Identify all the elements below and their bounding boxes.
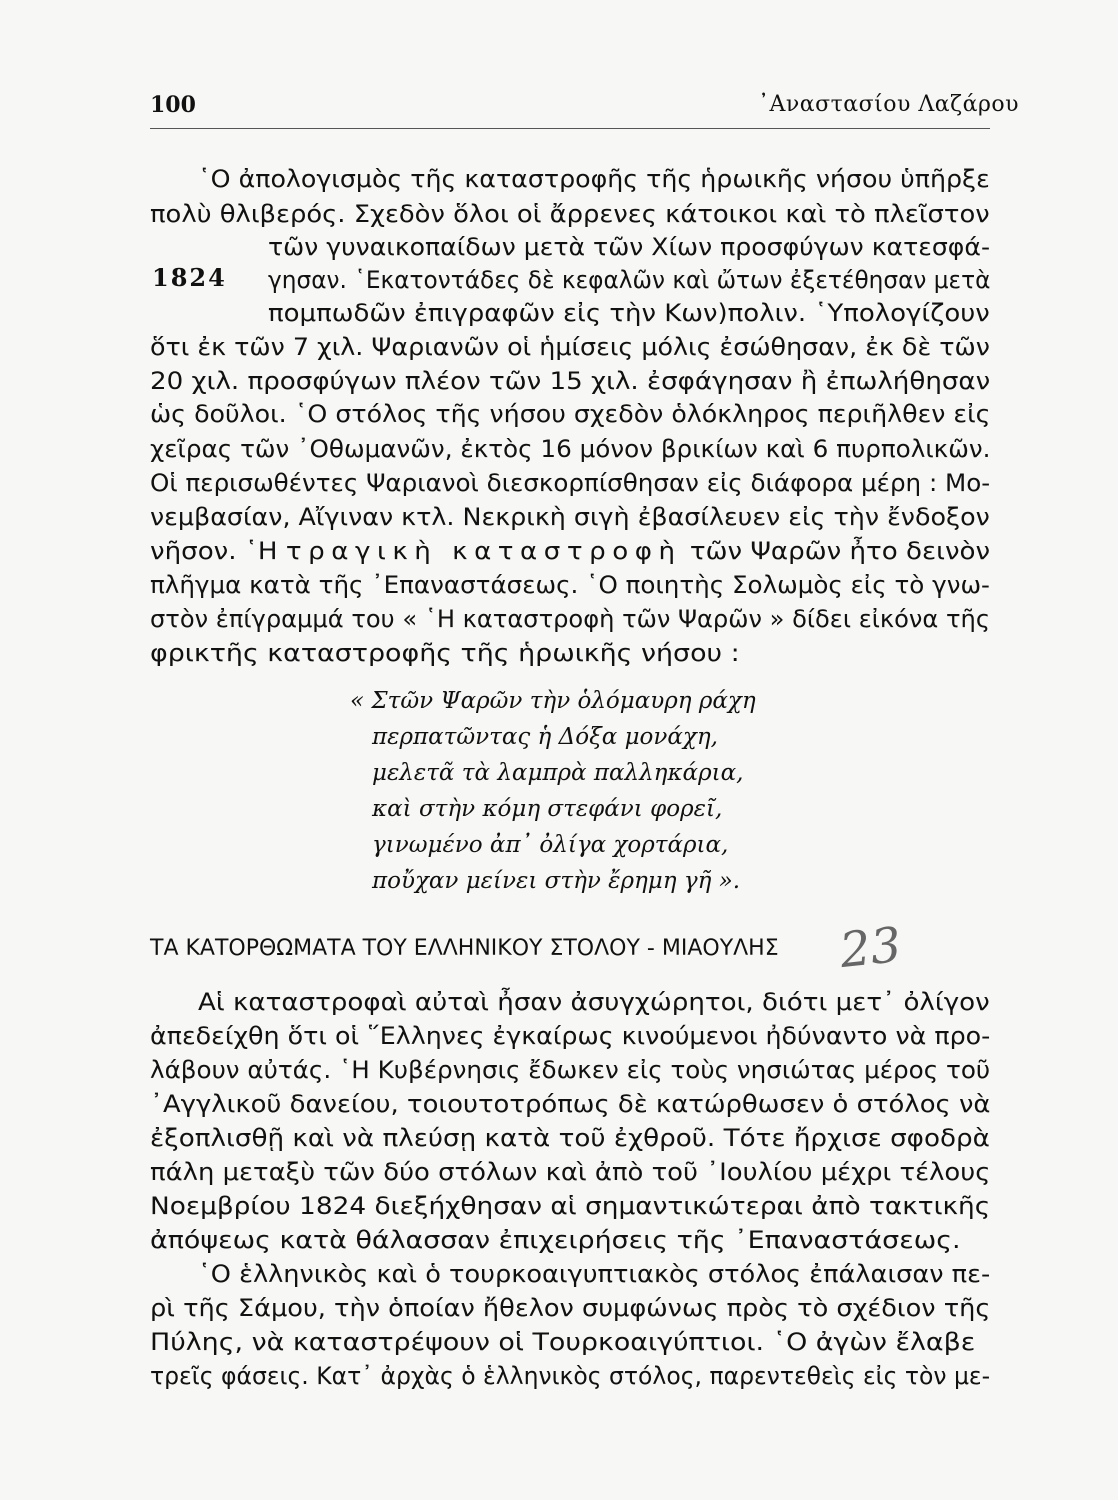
- text-line: ἀπεδείχθη ὅτι οἱ ῞Ελληνες ἐγκαίρως κινούμενοι ἠδύναντο νὰ προ-: [150, 1022, 991, 1050]
- text-line: χεῖρας τῶν ᾿Οθωμανῶν, ἐκτὸς 16 μόνον βρικίων καὶ 6 πυρπολικῶν.: [150, 435, 991, 463]
- text-line: πολὺ θλιβερός. Σχεδὸν ὅλοι οἱ ἄρρενες κάτοικοι καὶ τὸ πλεῖστον: [150, 200, 990, 228]
- text-line: τρεῖς φάσεις. Κατ᾿ ἀρχὰς ὁ ἑλληνικὸς στόλος, παρεντεθεὶς εἰς τὸν με-: [150, 1362, 991, 1390]
- poem-line: μελετᾶ τὰ λαμπρὰ παλληκάρια,: [372, 760, 744, 786]
- text-line: στὸν ἐπίγραμμά του « ῾Η καταστροφὴ τῶν Ψαρῶν » δίδει εἰκόνα τῆς: [150, 605, 990, 633]
- text-line: τῶν γυναικοπαίδων μετὰ τῶν Χίων προσφύγων κατεσφά-: [268, 233, 991, 261]
- text-line: Οἱ περισωθέντες Ψαριανοὶ διεσκορπίσθησαν εἰς διάφορα μέρη : Μο-: [150, 469, 991, 497]
- spaced-emphasis: τραγικὴ καταστροφὴ: [285, 537, 682, 565]
- text-line: ρὶ τῆς Σάμου, τὴν ὁποίαν ἤθελον συμφώνως πρὸς τὸ σχέδιον τῆς: [150, 1294, 991, 1322]
- text-line: πομπωδῶν ἐπιγραφῶν εἰς τὴν Κων)πολιν. ῾Υπολογίζουν: [268, 299, 990, 327]
- handwritten-annotation: 23: [837, 916, 904, 980]
- text-line: Νοεμβρίου 1824 διεξήχθησαν αἱ σημαντικώτεραι ἀπὸ τακτικῆς: [150, 1192, 991, 1220]
- poem-line: « Στῶν Ψαρῶν τὴν ὁλόμαυρη ράχη: [350, 688, 756, 714]
- text-line: ἐξοπλισθῇ καὶ νὰ πλεύσῃ κατὰ τοῦ ἐχθροῦ. Τότε ἤρχισε σφοδρὰ: [150, 1124, 990, 1152]
- text-line: ῾Ο ἑλληνικὸς καὶ ὁ τουρκοαιγυπτιακὸς στόλος ἐπάλαισαν πε-: [198, 1260, 991, 1288]
- header-rule: [150, 128, 990, 129]
- text-span: νῆσον. ῾Η: [150, 537, 278, 565]
- section-title: ΤΑ ΚΑΤΟΡΘΩΜΑΤΑ ΤΟΥ ΕΛΛΗΝΙΚΟΥ ΣΤΟΛΟΥ - ΜΙΑΟΥΛΗΣ: [150, 936, 779, 961]
- poem-line: ποὔχαν μείνει στὴν ἔρημη γῆ ».: [372, 868, 741, 894]
- text-line: ῾Ο ἀπολογισμὸς τῆς καταστροφῆς τῆς ἡρωικῆς νήσου ὑπῆρξε: [198, 165, 990, 193]
- text-line: 20 χιλ. προσφύγων πλέον τῶν 15 χιλ. ἐσφάγησαν ἢ ἐπωλήθησαν: [150, 367, 991, 395]
- text-line-spaced: [150, 535, 990, 567]
- text-line: πλῆγμα κατὰ τῆς ᾿Επαναστάσεως. ῾Ο ποιητὴς Σολωμὸς εἰς τὸ γνω-: [150, 571, 990, 599]
- text-span: τῶν Ψαρῶν ἦτο δεινὸν: [689, 537, 991, 565]
- text-line: Πύλης, νὰ καταστρέψουν οἱ Τουρκοαιγύπτιοι. ῾Ο ἀγὼν ἔλαβε: [150, 1328, 976, 1356]
- text-line: ὅτι ἐκ τῶν 7 χιλ. Ψαριανῶν οἱ ἡμίσεις μόλις ἐσώθησαν, ἐκ δὲ τῶν: [150, 333, 990, 361]
- margin-year: 1824: [152, 263, 227, 292]
- text-line: Αἱ καταστροφαὶ αὐταὶ ἦσαν ἀσυγχώρητοι, διότι μετ᾿ ὀλίγον: [198, 988, 990, 1016]
- text-line: ἀπόψεως κατὰ θάλασσαν ἐπιχειρήσεις τῆς ᾿Επαναστάσεως.: [150, 1226, 961, 1254]
- poem-line: καὶ στὴν κόμη στεφάνι φορεῖ,: [372, 796, 723, 822]
- text-line: γησαν. ῾Εκατοντάδες δὲ κεφαλῶν καὶ ὤτων ἐξετέθησαν μετὰ: [268, 266, 991, 294]
- text-line: νεμβασίαν, Αἴγιναν κτλ. Νεκρικὴ σιγὴ ἐβασίλευεν εἰς τὴν ἔνδοξον: [150, 503, 990, 531]
- running-title: ᾿Αναστασίου Λαζάρου: [758, 92, 1019, 117]
- page-number: 100: [150, 92, 196, 118]
- text-line: λάβουν αὐτάς. ῾Η Κυβέρνησις ἔδωκεν εἰς τοὺς νησιώτας μέρος τοῦ: [150, 1056, 991, 1084]
- text-line: φρικτῆς καταστροφῆς τῆς ἡρωικῆς νήσου :: [150, 639, 740, 667]
- poem-line: γινωμένο ἀπ᾿ ὀλίγα χορτάρια,: [372, 832, 729, 858]
- text-line: ᾿Αγγλικοῦ δανείου, τοιουτοτρόπως δὲ κατώρθωσεν ὁ στόλος νὰ: [150, 1090, 991, 1118]
- text-line: πάλη μεταξὺ τῶν δύο στόλων καὶ ἀπὸ τοῦ ᾿Ιουλίου μέχρι τέλους: [150, 1158, 991, 1186]
- text-line: ὡς δοῦλοι. ῾Ο στόλος τῆς νήσου σχεδὸν ὁλόκληρος περιῆλθεν εἰς: [150, 400, 991, 428]
- poem-line: περπατῶντας ἡ Δόξα μονάχη,: [372, 724, 718, 750]
